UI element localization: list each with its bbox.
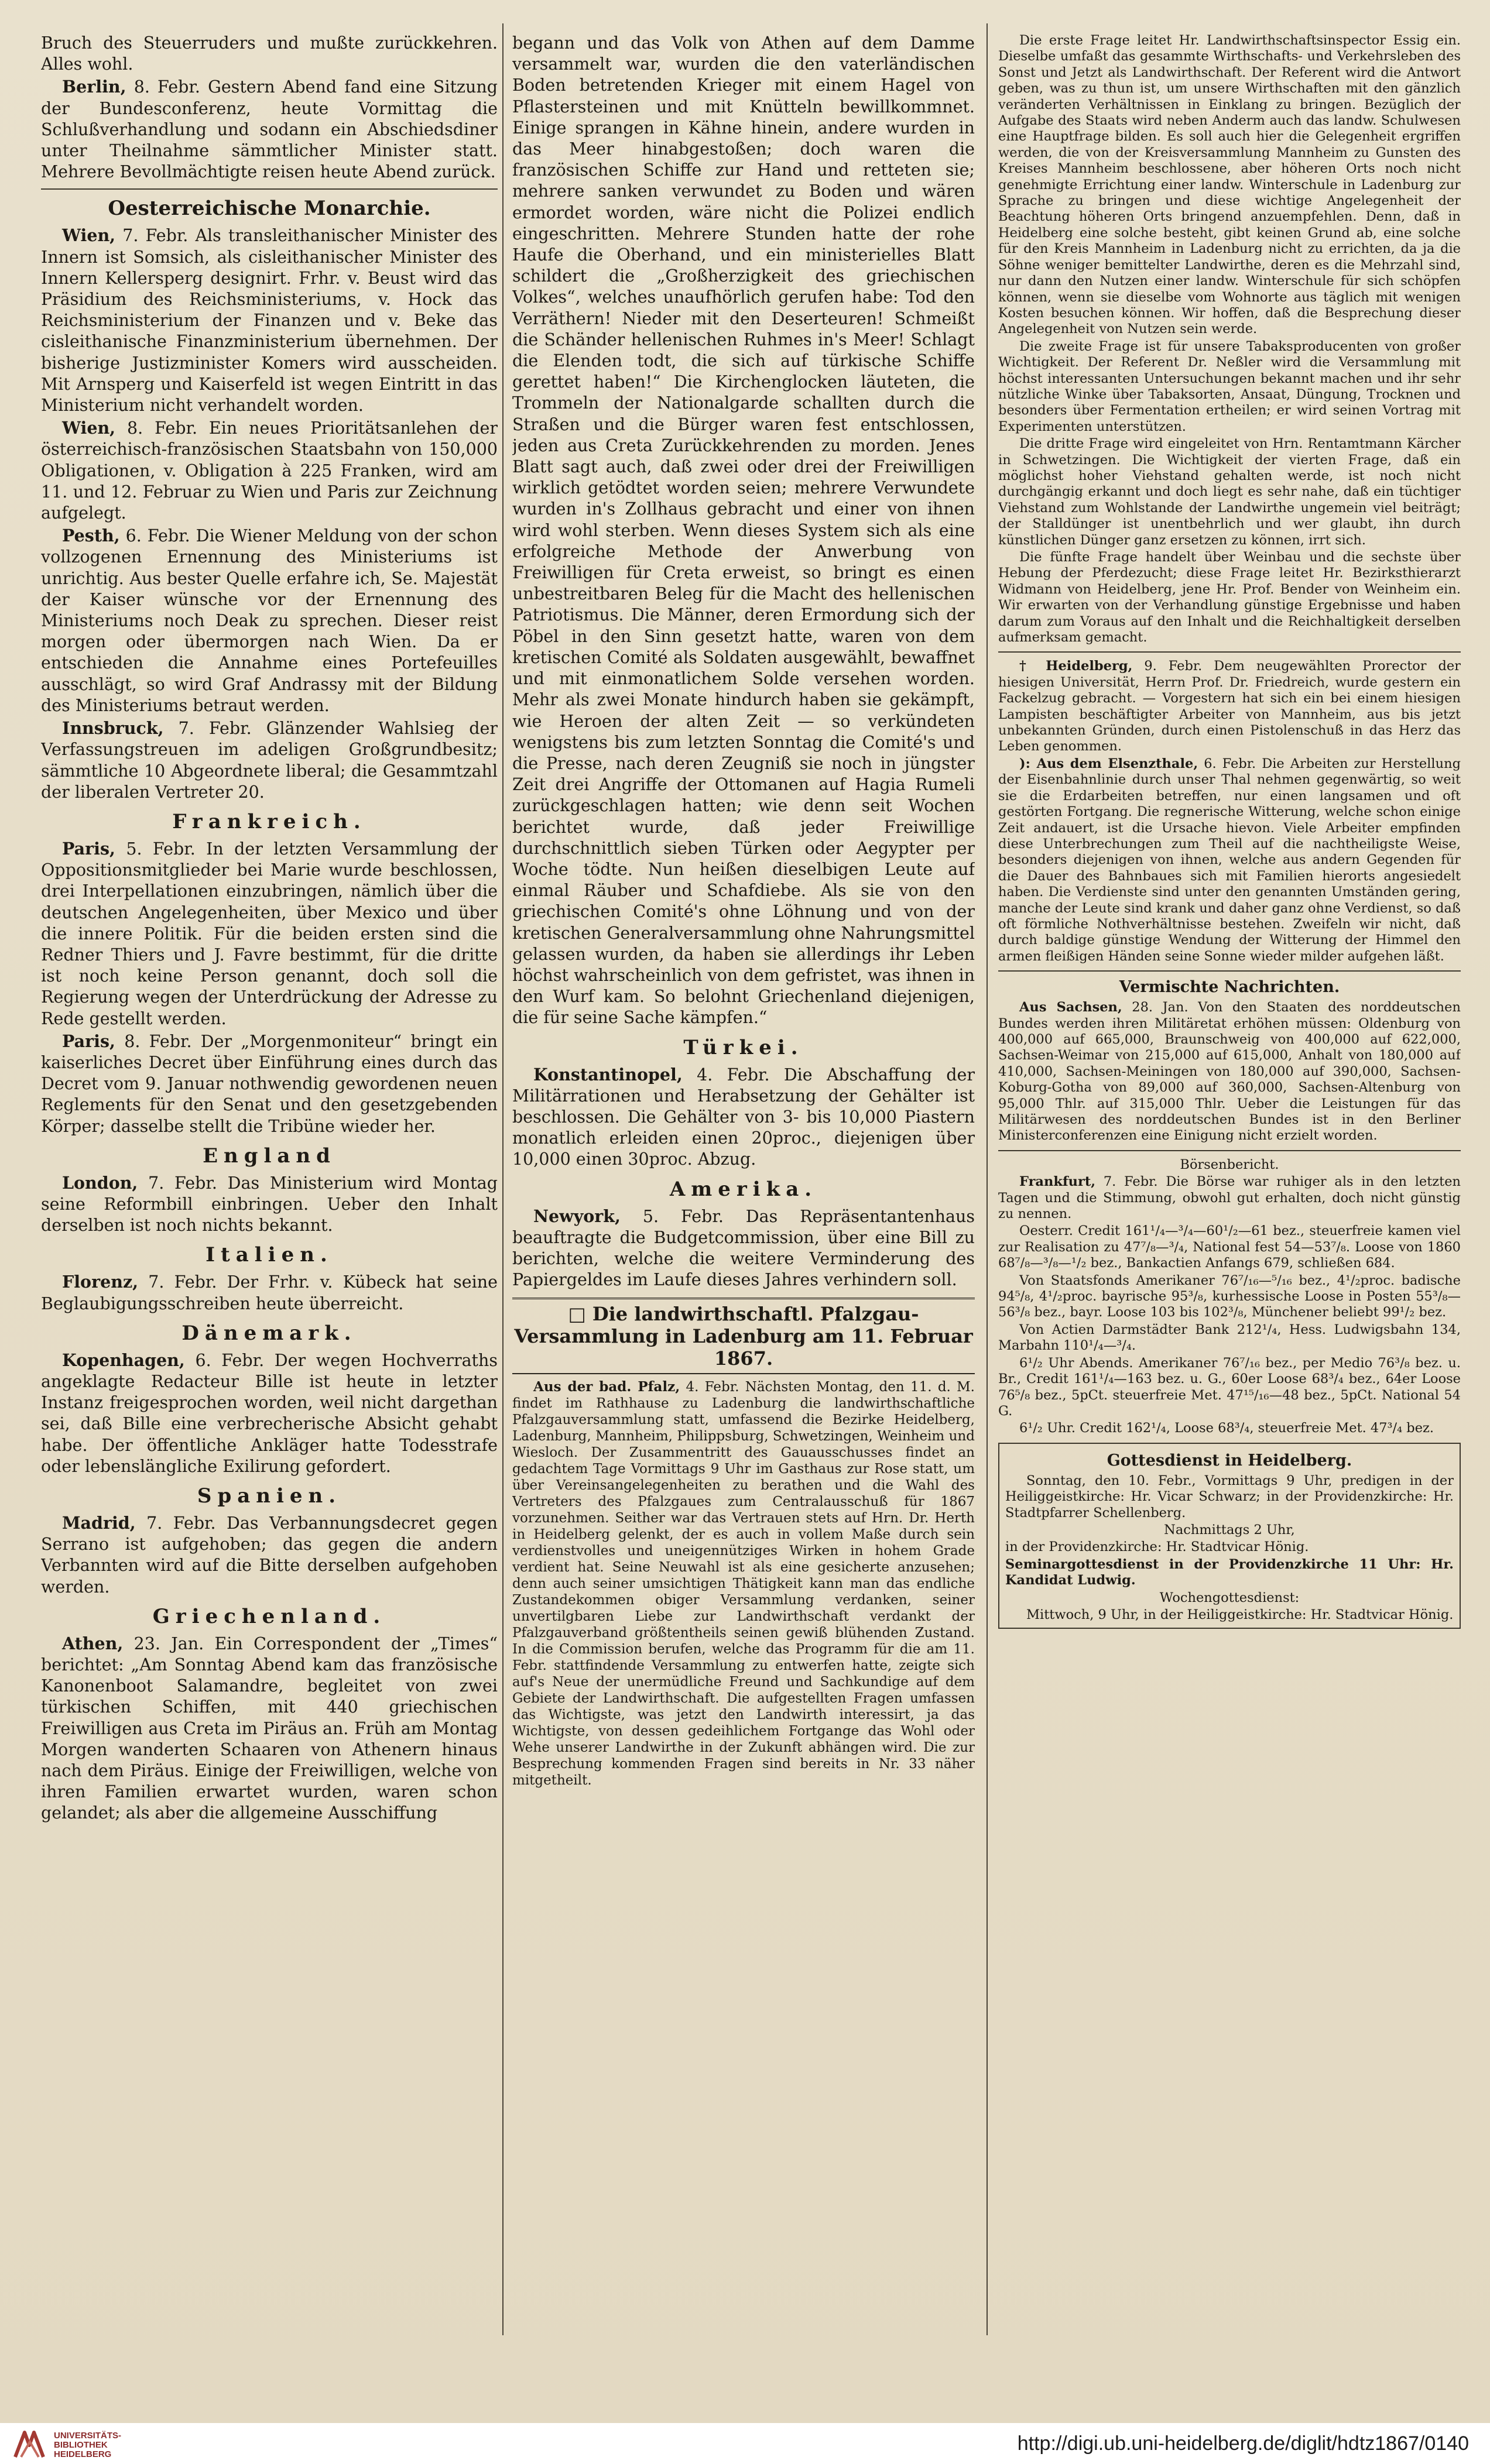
section-heading: Amerika.	[669, 1177, 818, 1201]
article-text: Von Actien Darmstädter Bank 212¹/₄, Hess. Ludwigsbahn 134, Marbahn 110¹/₄—³/₄.	[998, 1322, 1461, 1354]
column-middle	[512, 33, 975, 2350]
section-heading: Türkei.	[683, 1035, 804, 1059]
dateline: Wien,	[62, 418, 116, 438]
article-text: 5. Febr. In der letzten Versammlung der Oppositionsmitglieder bei Marie wurde beschlossen, drei Interpellationen einzubringen, nämlich über die deutschen Angelegenheiten, über Mexico und über die innere Politik. Für die beiden ersten sind die Redner Thiers und J. Favre bestimmt, für die dritte ist noch keine Person genannt, doch soll die Regierung wegen der Unterdrückung der Adresse zu Rede gestellt werden.	[41, 839, 498, 1028]
article-berlin	[41, 76, 498, 183]
article-text: 23. Jan. Ein Correspondent der „Times“ berichtet: „Am Sonntag Abend kam das französische Kanonenboot Salamandre, begleitet von zwei türkischen Schiffen, mit 440 griechischen Freiwilligen aus Creta im Piräus an. Früh am Montag Morgen wanderten Schaaren von Athenern hinaus nach dem Piräus. Einige der Freiwilligen, welche von ihren Familien erwartet wurden, waren schon gelandet; als aber die allgemeine Ausschiffung	[41, 1633, 498, 1823]
section-heading: Börsenbericht.	[1180, 1156, 1279, 1172]
notice-text: Wochengottesdienst:	[1159, 1590, 1300, 1605]
notice-text: Nachmittags 2 Uhr,	[1164, 1522, 1295, 1538]
column-rule	[502, 23, 503, 2335]
article-heidelberg	[998, 658, 1461, 754]
section-heading: Spanien.	[197, 1484, 342, 1508]
article-florenz	[41, 1271, 498, 1314]
article-text: 7. Febr. Das Ministerium wird Montag seine Reformbill einbringen. Ueber den Inhalt derselben ist noch nichts bekannt.	[41, 1173, 498, 1236]
article-pesth	[41, 525, 498, 716]
library-name-line: BIBLIOTHEK	[54, 2440, 108, 2450]
article-athen	[41, 1633, 498, 1824]
dateline: Pesth,	[62, 526, 120, 546]
article-frankfurt	[998, 1174, 1461, 1222]
divider	[998, 651, 1461, 653]
article-sachsen	[998, 1000, 1461, 1144]
dateline: Madrid,	[62, 1512, 136, 1533]
dateline: Athen,	[62, 1633, 124, 1653]
section-heading: Gottesdienst in Heidelberg.	[1107, 1451, 1352, 1470]
article-paris	[41, 838, 498, 1029]
article-konstantinopel	[512, 1064, 975, 1171]
article-text: 7. Febr. Der Frhr. v. Kübeck hat seine Beglaubigungsschreiben heute überreicht.	[41, 1272, 498, 1313]
section-heading: England	[203, 1144, 336, 1168]
column-right	[998, 33, 1461, 2350]
article-text: Die dritte Frage wird eingeleitet von Hrn. Rentamtmann Kärcher in Schwetzingen. Die Wichtigkeit der vierten Frage, daß ein möglichst hoher Viehstand gehalten werde, ist noch nicht durchgängig erkannt und doch liegt es sehr nahe, daß ein tüchtiger Viehstand zum Wohlstande der Landwirthe ungemein viel beiträgt; der Stalldünger ist unentbehrlich und wer glaubt, ihn durch künstlichen Dünger ganz ersetzen zu können, irrt sich.	[998, 436, 1461, 548]
dateline: Florenz,	[62, 1272, 139, 1292]
article-text: 6. Febr. Die Wiener Meldung von der schon vollzogenen Ernennung des Ministeriums ist unrichtig. Aus bester Quelle erfahre ich, Se. Majestät der Kaiser wünsche vor der Ernennung des Ministeriums noch Deak zu sprechen. Dieser reist morgen oder übermorgen nach Wien. Da er entschieden die Annahme eines Portefeuilles ausschlägt, so wird Graf Andrassy mit der Bildung des Ministeriums betraut werden.	[41, 526, 498, 715]
divider	[998, 970, 1461, 972]
dateline: ): Aus dem Elsenzthale,	[1019, 756, 1198, 771]
article-text: Die erste Frage leitet Hr. Landwirthschaftsinspector Essig ein. Dieselbe umfaßt das gesammte Wirthschafts- und Verkehrsleben des Sonst und Jetzt als Landwirthschaft. Der Referent wird die Antwort geben, was zu thun ist, um unsere Wirthschaften mit den gänzlich veränderten Verhältnissen in Einklang zu bringen. Bezüglich der Aufgabe des Staats wird neben Anderm auch das landw. Schulwesen eine Hauptfrage bilden. Es soll auch hier die Gelegenheit ergriffen werden, die von der Kreisversammlung Mannheim zu Gunsten des Kreises Mannheim beschlossene, aber höheren Orts noch nicht genehmigte Errichtung einer landw. Winterschule in Ladenburg zur Sprache zu bringen und diese wichtige Angelegenheit der Beachtung höheren Orts bringend anzuempfehlen. Denn, daß in Heidelberg eine solche besteht, gibt keinen Grund ab, eine solche für den Kreis Mannheim in Ladenburg nicht zu errichten, da ja die Söhne weniger bemittelter Landwirthe, deren es die Mehrzahl sind, nur dann den Nutzen einer landw. Winterschule für sich schöpfen können, wenn sie dieselbe vom Wohnorte aus täglich mit wenigen Kosten besuchen können. Wir hoffen, daß die Besprechung dieser Angelegenheit von Nutzen sein werde.	[998, 33, 1461, 337]
dateline: Paris,	[62, 1031, 115, 1051]
article-london	[41, 1172, 498, 1237]
library-name[interactable]	[54, 2431, 121, 2459]
section-heading: Frankreich.	[172, 809, 366, 833]
feature-heading: □ Die landwirthschaftl. Pfalzgau-Versammlung in Ladenburg am 11. Februar 1867.	[512, 1298, 975, 1374]
church-service-notice	[998, 1443, 1461, 1629]
article-text: Bruch des Steuerruders und mußte zurückkehren. Alles wohl.	[41, 33, 498, 74]
library-logo-icon	[13, 2428, 47, 2459]
article-newyork	[512, 1206, 975, 1291]
article-text: 8. Febr. Ein neues Prioritätsanlehen der österreichisch-französischen Staatsbahn von 150,000 Obligationen, v. Obligation à 225 Franken, wird am 11. und 12. Februar zu Wien und Paris zur Zeichnung aufgelegt.	[41, 418, 498, 523]
notice-text: Sonntag, den 10. Febr., Vormittags 9 Uhr, predigen in der Heiliggeistkirche: Hr. Vicar Schwarz; in der Providenzkirche: Hr. Stadtpfarrer Schellenberg.	[1005, 1473, 1454, 1521]
article-wien	[41, 225, 498, 416]
article-text: 7. Febr. Das Verbannungsdecret gegen Serrano ist aufgehoben; das gegen die andern Verbannten wird auf die Bitte derselben aufgehoben werden.	[41, 1513, 498, 1597]
notice-text: Mittwoch, 9 Uhr, in der Heiliggeistkirche: Hr. Stadtvicar Hönig.	[1026, 1607, 1454, 1622]
article-text: 6¹/₂ Uhr Abends. Amerikaner 76⁷/₁₆ bez., per Medio 76³/₈ bez. u. Br., Credit 161¹/₄—163 bez. u. G., 60er Loose 68³/₄ bez., 64er Loose 76⁵/₈ bez., 5pCt. steuerfreie Met. 47¹⁵/₁₆—48 bez., 5pCt. National 54 G.	[998, 1355, 1461, 1419]
divider	[998, 1150, 1461, 1151]
article-pfalz	[512, 1379, 975, 1789]
dateline: Berlin,	[62, 77, 126, 97]
dateline: Aus der bad. Pfalz,	[533, 1379, 680, 1395]
section-heading: Griechenland.	[152, 1604, 386, 1628]
column-left	[41, 33, 498, 2350]
article-text: Die zweite Frage ist für unsere Tabaksproducenten von großer Wichtigkeit. Der Referent Dr. Neßler wird die Versammlung mit höchst interessanten Untersuchungen bekannt machen und ihr sehr nützliche Winke über Tabaksorten, Ansaat, Düngung, Trocknen und besonders über Fermentation ertheilen; er wird seinen Vortrag mit Experimenten unterstützen.	[998, 338, 1461, 434]
section-heading: Vermischte Nachrichten.	[1119, 978, 1340, 997]
library-name-line: HEIDELBERG	[54, 2449, 112, 2459]
article-text: 8. Febr. Gestern Abend fand eine Sitzung der Bundesconferenz, heute Vormittag die Schlußverhandlung und sodann ein Abschiedsdiner unter Theilnahme sämmtlicher Minister statt. Mehrere Bevollmächtigte reisen heute Abend zurück.	[41, 77, 498, 182]
article-text: 28. Jan. Von den Staaten des norddeutschen Bundes werden ihren Militäretat erhöhen müssen: Oldenburg von 400,000 auf 665,000, Braunschweig von 400,000 auf 622,000, Sachsen-Weimar von 215,000 auf 615,000, Anhalt von 180,000 auf 410,000, Sachsen-Meiningen von 180,000 auf 390,000, Sachsen-Koburg-Gotha von 89,000 auf 360,000, Sachsen-Altenburg von 95,000 Thlr. auf 315,000 Thlr. Ueber die Leistungen für das Militärwesen des norddeutschen Bundes ist in den Berliner Ministerconferenzen eine Einigung nicht erzielt worden.	[998, 1000, 1461, 1144]
article-text: Die fünfte Frage handelt über Weinbau und die sechste über Hebung der Pferdezucht; diese Frage leitet Hr. Bezirksthierarzt Widmann von Heidelberg, jene Hr. Prof. Bender von Weinheim ein. Wir erwarten von der Verhandlung günstige Ergebnisse und haben darum zum Voraus auf den Inhalt und die Reichhaltigkeit derselben aufmerksam gemacht.	[998, 550, 1461, 646]
divider	[41, 188, 498, 190]
notice-text: Seminargottesdienst in der Providenzkirche 11 Uhr: Hr. Kandidat Ludwig.	[1005, 1556, 1454, 1588]
article-kopenhagen	[41, 1350, 498, 1477]
article-text: 4. Febr. Nächsten Montag, den 11. d. M. findet im Rathhause zu Ladenburg die landwirthschaftliche Pfalzgauversammlung statt, umfassend die Bezirke Heidelberg, Ladenburg, Mannheim, Philippsburg, Schwetzingen, Weinheim und Wiesloch. Der Zusammentritt des Gauausschusses findet an gedachtem Tage Vormittags 9 Uhr im Gasthaus zur Rose statt, um über Vereinsangelegenheiten zu berathen und die Wahl des Vertreters des Pfalzgaues zum Centralausschuß für 1867 vorzunehmen. Seither war das Vertrauen stets auf Hrn. Dr. Herth in Heidelberg gelenkt, der es auch in vollem Maße durch sein verdienstvolles und uneigennütziges Wirken in hohem Grade verdient hat. Seine Neuwahl ist als eine gesicherte anzusehen; denn auch seiner umsichtigen Thätigkeit kann man das endliche Zustandekommen obiger Versammlung verdanken, seiner unvertilgbaren Liebe zur Landwirthschaft verdankt der Pfalzgauverband größtentheils seinen gewiß blühenden Zustand. In die Commission berufen, welche das Programm für die am 11. Febr. stattfindende Versammlung zu entwerfen hatte, zeigte sich auf's Neue der unermüdliche Freund und Sachkundige auf dem Gebiete der Landwirthschaft. Die aufgestellten Fragen umfassen das Wichtigste, was jetzt den Landwirth interessirt, ja das Wichtigste, von dessen gedeihlichem Fortgange das Wohl oder Wehe unserer Landwirthe in der Zukunft abhängen wird. Die zur Besprechung kommenden Fragen sind bereits in Nr. 33 näher mitgetheilt.	[512, 1379, 975, 1789]
article-paris	[41, 1031, 498, 1137]
section-heading: Italien.	[205, 1243, 333, 1267]
article-innsbruck	[41, 718, 498, 803]
article-text: Oesterr. Credit 161¹/₄—³/₄—60¹/₂—61 bez., steuerfreie kamen viel zur Realisation zu 47⁷/₈—³/₄, National fest 54—53⁷/₈. Loose von 1860 68⁷/₈—³/₈—¹/₂ bez., Bankactien Anfangs 679, schließen 684.	[998, 1223, 1461, 1271]
dateline: Wien,	[62, 225, 116, 246]
dateline: Konstantinopel,	[533, 1064, 683, 1085]
article-text: 6. Febr. Die Arbeiten zur Herstellung der Eisenbahnlinie durch unser Thal nehmen gegenwärtig, so weit sie die Erdarbeiten betreffen, nur einen langsamen und oft gestörten Fortgang. Die regnerische Witterung, welche schon einige Zeit andauert, ist die Ursache hievon. Viele Arbeiter empfinden diese Unterbrechungen zum Theil auf die nachtheiligste Weise, besonders diejenigen von ihnen, welche aus andern Gegenden für die Dauer des Bahnbaues sich mit Familien hierorts angesiedelt haben. Die Verdienste sind unter den genannten Umständen gering, manche der Leute sind krank und daher ganz ohne Verdienst, so daß oft förmliche Nothverhältnisse bestehen. Zweifeln wir nicht, daß durch baldige günstige Wendung der Witterung der Himmel den armen fleißigen Händen seine Sonne wieder milder aufgehen läßt.	[998, 756, 1461, 964]
dateline: Aus Sachsen,	[1019, 1000, 1122, 1015]
dateline: Innsbruck,	[62, 718, 164, 739]
dateline: Kopenhagen,	[62, 1350, 185, 1370]
article-text: Von Staatsfonds Amerikaner 76⁷/₁₆—⁵/₁₆ bez., 4¹/₂proc. badische 94⁵/₈, 4¹/₂proc. bayrische 95³/₈, kurhessische Loose in Posten 55³/₈—56³/₈ bez., bayr. Loose 103 bis 102³/₈, Münchener beliebt 99¹/₂ bez.	[998, 1272, 1461, 1320]
dateline: Frankfurt,	[1019, 1174, 1096, 1190]
article-text: 7. Febr. Glänzender Wahlsieg der Verfassungstreuen im adeligen Großgrundbesitz; sämmtliche 10 Abgeordnete liberal; die Gesammtzahl der liberalen Vertreter 20.	[41, 719, 498, 802]
dateline: London,	[62, 1172, 138, 1193]
article-text: 8. Febr. Der „Morgenmoniteur“ bringt ein kaiserliches Decret über Einführung eines durch das Decret vom 9. Januar nothwendig gewordenen neuen Reglements für den Senat und den gesetzgebenden Körper; dasselbe stellt die Tribüne wieder her.	[41, 1031, 498, 1136]
article-elsenzthal	[998, 756, 1461, 965]
article-text: 7. Febr. Die Börse war ruhiger als in den letzten Tagen und die Stimmung, obwohl gut erhalten, doch nicht günstig zu nennen.	[998, 1174, 1461, 1222]
article-text: begann und das Volk von Athen auf dem Damme versammelt war, wurden die den vaterländischen Boden betretenden Krieger mit einem Hagel von Pflastersteinen und mit Knütteln bewillkommnet. Einige sprangen in Kähne hinein, andere wurden in das Meer hinabgestoßen; doch waren die französischen Schiffe zur Hand und retteten sie; mehrere sanken verwundet zu Boden und wären ermordet worden, wäre nicht die Polizei endlich eingeschritten. Mehrere Stunden hatte der rohe Haufe die Oberhand, und ein ministerielles Blatt schildert die „Großherzigkeit des griechischen Volkes“, welches unaufhörlich gerufen habe: Tod den Verräthern! Nieder mit den Deserteuren! Schmeißt die Schänder hellenischen Ruhmes in's Meer! Schlagt die Elenden todt, die sich auf türkische Schiffe gerettet haben!“ Die Kirchenglocken läuteten, die Trommeln der Nationalgarde schallten durch die Straßen und die Bürger waren fest entschlossen, jeden aus Creta Zurückkehrenden zu morden. Jenes Blatt sagt auch, daß zwei oder drei der Freiwilligen wirklich getödtet worden seien; mehrere Verwundete wurden in's Zollhaus gebracht und einer von ihnen wird wohl sterben. Wenn dieses System sich als eine erfolgreiche Methode der Anwerbung von Freiwilligen für Creta erweist, so bringt es einen unbestreitbaren Beleg für die Macht des hellenischen Patriotismus. Die Männer, deren Ermordung sich der Pöbel in den Sinn gesetzt hatte, waren von dem kretischen Comité als Soldaten ausgewählt, bewaffnet und mit einmonatlichem Solde versehen worden. Mehr als zwei Monate hindurch haben sie gekämpft, wie Heroen der alten Zeit — so verkündeten wenigstens bis zum letzten Sonntag die Comité's und die Presse, nach deren Zeugniß sie noch in jüngster Zeit drei Angriffe der Ottomanen auf Hagia Rumeli zurückgeschlagen hatten; wie denn seit Wochen berichtet wurde, daß jeder Freiwillige durchschnittlich sieben Türken oder Aegypter per Woche tödte. Nun heißen dieselbigen Leute auf einmal Räuber und Schafdiebe. Als sie von den griechischen Comité's ohne Löhnung und von der kretischen Generalversammlung ohne Nahrungsmittel gelassen wurden, da haben sie allerdings ihr Leben höchst wahrscheinlich von dem gefristet, was ihnen in den Wurf kam. So belohnt Griechenland diejenigen, die für seine Sache kämpfen.“	[512, 33, 975, 1028]
section-heading: Dänemark.	[181, 1321, 357, 1345]
source-url-link[interactable]: http://digi.ub.uni-heidelberg.de/diglit/hdtz1867/0140	[1017, 2432, 1469, 2455]
dateline: Paris,	[62, 838, 115, 859]
article-text: 6. Febr. Der wegen Hochverraths angeklagte Redacteur Bille ist heute in letzter Instanz freigesprochen worden, weil nicht dargethan sei, daß Bille eine verbrecherische Absicht gehabt habe. Der öffentliche Ankläger hatte Todesstrafe oder lebenslängliche Exilirung gefordert.	[41, 1350, 498, 1476]
section-heading: Oesterreichische Monarchie.	[108, 197, 431, 221]
article-wien	[41, 417, 498, 524]
article-text: 5. Febr. Das Repräsentantenhaus beauftragte die Budgetcommission, über eine Bill zu berichten, welche die weitere Verminderung des Papiergeldes im Laufe dieses Jahres verhindern soll.	[512, 1206, 975, 1290]
article-madrid	[41, 1512, 498, 1598]
dateline: Newyork,	[533, 1206, 621, 1226]
article-text: 4. Febr. Die Abschaffung der Militärrationen und Herabsetzung der Gehälter ist beschlossen. Die Gehälter von 3- bis 10,000 Piastern monatlich erleiden einen 20proc., diejenigen über 10,000 einen 30proc. Abzug.	[512, 1065, 975, 1169]
column-rule	[987, 23, 988, 2335]
dateline: † Heidelberg,	[1019, 658, 1133, 674]
library-name-line: UNIVERSITÄTS-	[54, 2431, 122, 2441]
article-text: 7. Febr. Als transleithanischer Minister des Innern ist Somsich, als cisleithanischer Minister des Innern Kellersperg designirt. Frhr. v. Beust wird das Präsidium des Reichsministeriums, v. Hock das Reichsministerium der Finanzen und v. Beke das cisleithanische Finanzministerium übernehmen. Der bisherige Justizminister Komers wird ausscheiden. Mit Arnsperg und Kaiserfeld ist wegen Eintritt in das Ministerium nicht verhandelt worden.	[41, 226, 498, 416]
notice-text: in der Providenzkirche: Hr. Stadtvicar Hönig.	[1005, 1539, 1309, 1555]
article-text: 9. Febr. Dem neugewählten Prorector der hiesigen Universität, Herrn Prof. Dr. Friedreich, wurde gestern ein Fackelzug gebracht. — Vorgestern hat sich ein bei einem hiesigen Lampisten beschäftigter Arbeiter von Mannheim, aus bis jetzt unbekannten Gründen, durch einen Pistolenschuß in das Herz das Leben genommen.	[998, 658, 1461, 754]
article-text: 6¹/₂ Uhr. Credit 162¹/₄, Loose 68³/₄, steuerfreie Met. 47³/₄ bez.	[1019, 1420, 1434, 1436]
